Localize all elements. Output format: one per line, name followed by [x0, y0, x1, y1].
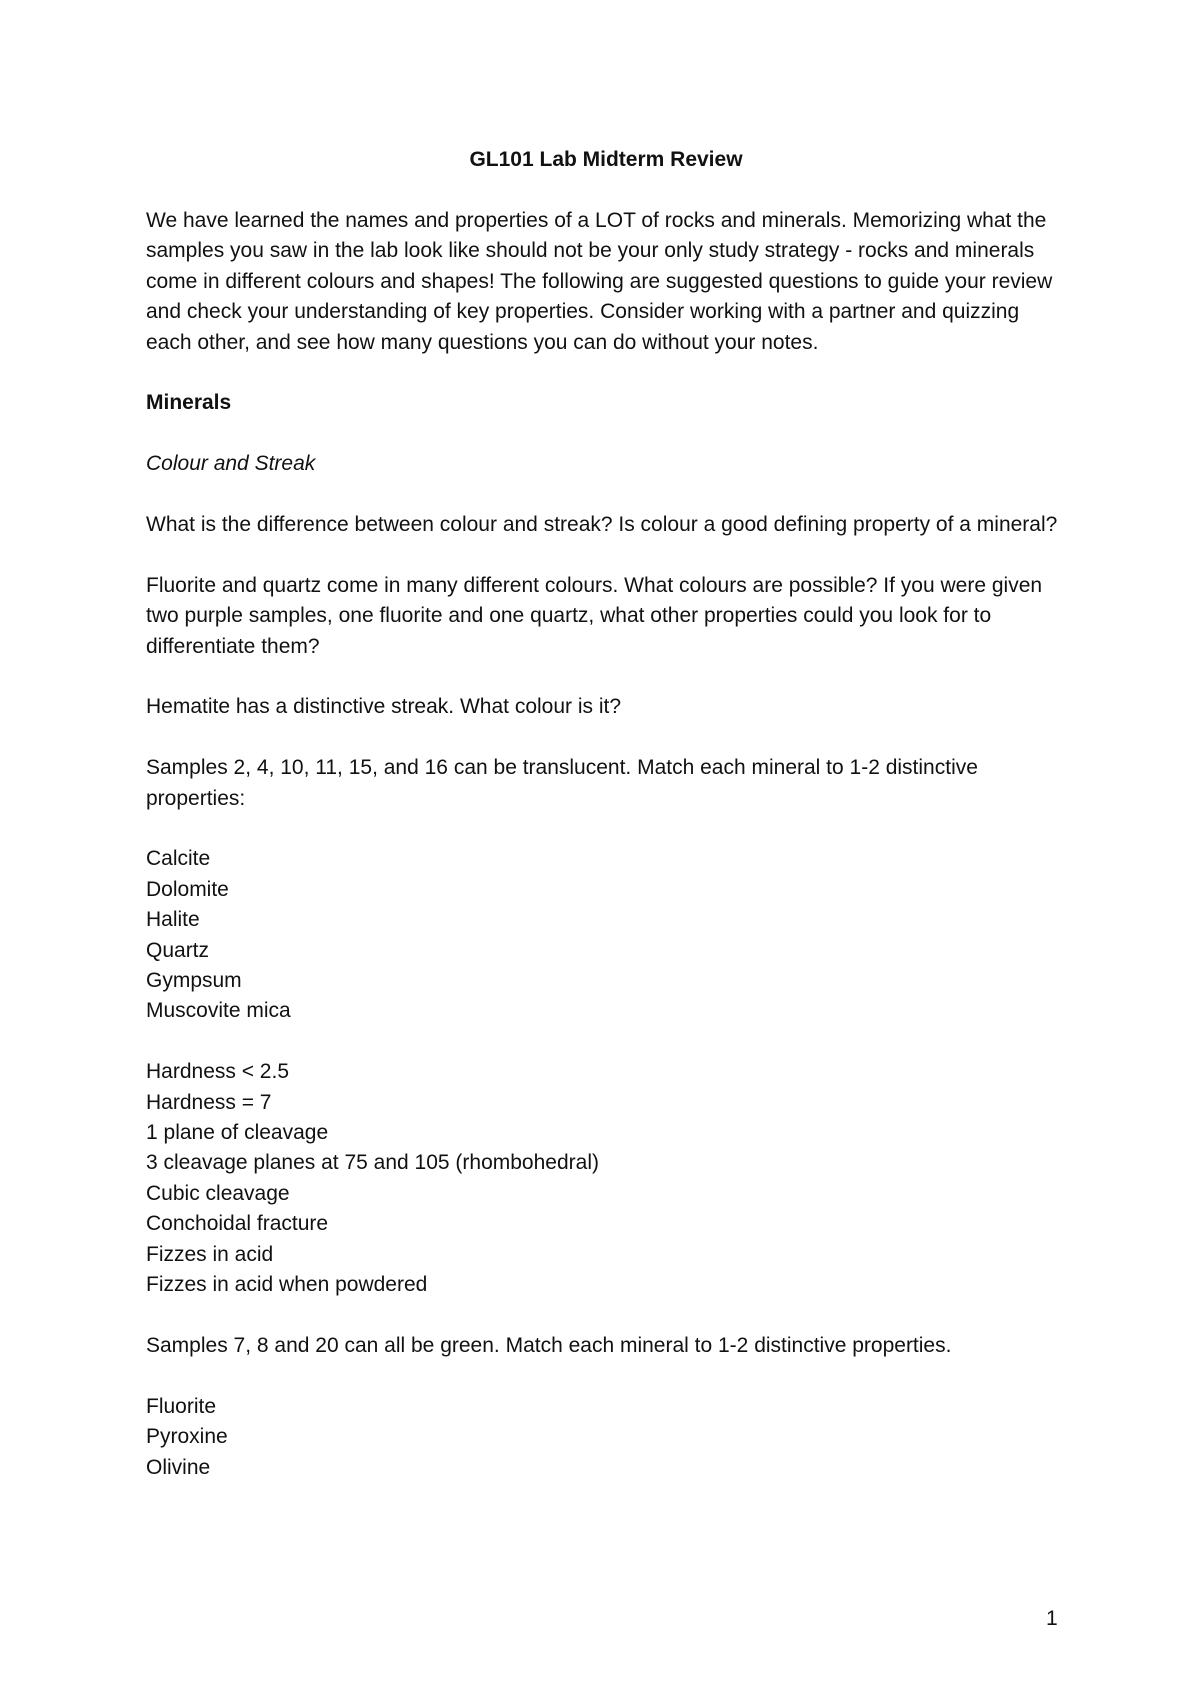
mineral-list-translucent [146, 844, 1066, 1026]
list-item: Dolomite [146, 877, 229, 901]
section-heading-minerals: Minerals [146, 391, 232, 415]
list-item: Hardness < 2.5 [146, 1060, 290, 1084]
mineral-list-green [146, 1392, 1066, 1483]
list-item: 1 plane of cleavage [146, 1121, 329, 1145]
question-fluorite-quartz: Fluorite and quartz come in many different colours. What colours are possible? If you were given two purple samples, one fluorite and one quartz, what other properties could you look for to differentiate them? [146, 573, 1043, 658]
list-item: Muscovite mica [146, 999, 291, 1023]
list-item: Olivine [146, 1455, 211, 1479]
list-item: Cubic cleavage [146, 1181, 290, 1205]
list-item: Quartz [146, 938, 210, 962]
list-item: Conchoidal fracture [146, 1212, 329, 1236]
question-green-samples: Samples 7, 8 and 20 can all be green. Match each mineral to 1-2 distinctive properties. [146, 1333, 952, 1357]
list-item: Pyroxine [146, 1425, 228, 1449]
list-item: Halite [146, 908, 200, 932]
subsection-heading-colour-streak: Colour and Streak [146, 452, 316, 476]
list-item: Fluorite [146, 1394, 217, 1418]
question-translucent-samples: Samples 2, 4, 10, 11, 15, and 16 can be translucent. Match each mineral to 1-2 distinctive properties: [146, 756, 978, 810]
list-item: 3 cleavage planes at 75 and 105 (rhombohedral) [146, 1151, 599, 1175]
page-number: 1 [1046, 1607, 1058, 1630]
document-title: GL101 Lab Midterm Review [469, 148, 743, 171]
document-body [146, 145, 1066, 1513]
question-hematite-streak: Hematite has a distinctive streak. What colour is it? [146, 695, 622, 719]
list-item: Hardness = 7 [146, 1090, 272, 1114]
list-item: Calcite [146, 847, 211, 871]
list-item: Fizzes in acid when powdered [146, 1273, 428, 1297]
property-list [146, 1057, 1066, 1300]
list-item: Gympsum [146, 969, 242, 993]
question-colour-vs-streak: What is the difference between colour and streak? Is colour a good defining property of a mineral? [146, 513, 1058, 537]
intro-paragraph: We have learned the names and properties of a LOT of rocks and minerals. Memorizing what the samples you saw in the lab look like should not be your only study strategy - rocks and minerals come in different colours and shapes! The following are suggested questions to guide your review and check your understanding of key properties. Consider working with a partner and quizzing each other, and see how many questions you can do without your notes. [146, 209, 1053, 354]
list-item: Fizzes in acid [146, 1242, 274, 1266]
